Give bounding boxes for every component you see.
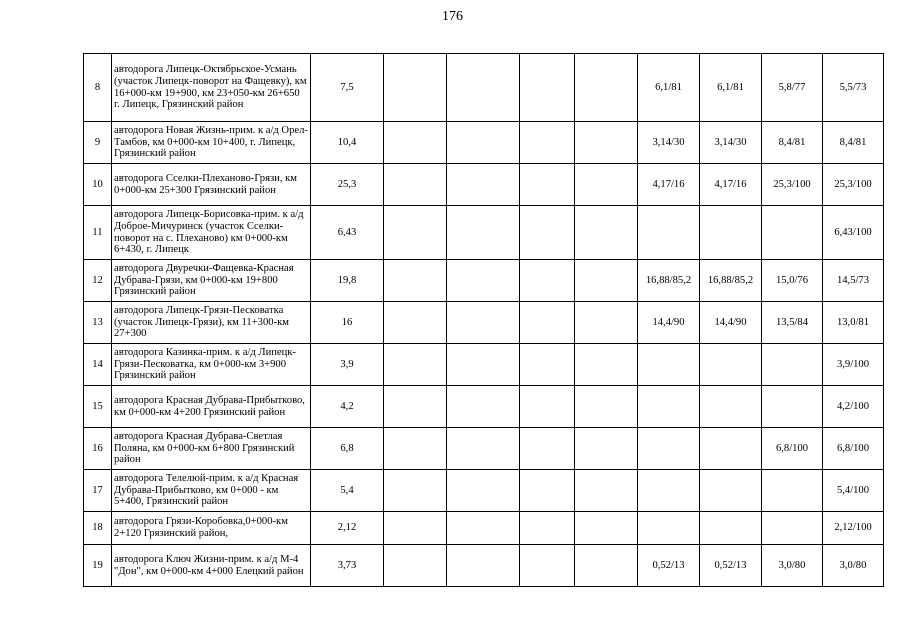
row-number-cell: 13 bbox=[84, 302, 112, 344]
value-cell bbox=[384, 386, 447, 428]
road-length-cell: 4,2 bbox=[311, 386, 384, 428]
value-cell bbox=[520, 344, 575, 386]
road-length-cell: 16 bbox=[311, 302, 384, 344]
row-number-cell: 15 bbox=[84, 386, 112, 428]
value-cell: 3,14/30 bbox=[700, 122, 762, 164]
road-length-cell: 2,12 bbox=[311, 512, 384, 545]
table-row bbox=[84, 206, 884, 260]
row-number-cell: 17 bbox=[84, 470, 112, 512]
value-cell bbox=[520, 302, 575, 344]
value-cell bbox=[447, 122, 520, 164]
value-cell: 0,52/13 bbox=[638, 545, 700, 587]
value-cell: 6,8/100 bbox=[762, 428, 823, 470]
value-cell: 15,0/76 bbox=[762, 260, 823, 302]
value-cell bbox=[384, 428, 447, 470]
value-cell bbox=[638, 512, 700, 545]
value-cell: 3,0/80 bbox=[762, 545, 823, 587]
value-cell: 6,8/100 bbox=[823, 428, 884, 470]
value-cell bbox=[575, 54, 638, 122]
table-row bbox=[84, 470, 884, 512]
value-cell bbox=[762, 512, 823, 545]
value-cell bbox=[575, 545, 638, 587]
table-row bbox=[84, 512, 884, 545]
value-cell bbox=[447, 428, 520, 470]
road-length-cell: 5,4 bbox=[311, 470, 384, 512]
value-cell bbox=[384, 512, 447, 545]
value-cell bbox=[447, 260, 520, 302]
value-cell bbox=[575, 344, 638, 386]
value-cell: 4,17/16 bbox=[638, 164, 700, 206]
road-name-cell: автодорога Сселки-Плеханово-Грязи, км 0+000-км 25+300 Грязинский район bbox=[112, 164, 311, 206]
table-row bbox=[84, 428, 884, 470]
value-cell: 16,88/85,2 bbox=[638, 260, 700, 302]
table-row bbox=[84, 164, 884, 206]
value-cell: 2,12/100 bbox=[823, 512, 884, 545]
row-number-cell: 8 bbox=[84, 54, 112, 122]
value-cell bbox=[762, 386, 823, 428]
road-name-cell: автодорога Казинка-прим. к а/д Липецк-Грязи-Песковатка, км 0+000-км 3+900 Грязинский район bbox=[112, 344, 311, 386]
value-cell bbox=[384, 344, 447, 386]
value-cell bbox=[575, 164, 638, 206]
road-name-cell: автодорога Двуречки-Фащевка-Красная Дубрава-Грязи, км 0+000-км 19+800 Грязинский район bbox=[112, 260, 311, 302]
value-cell bbox=[575, 122, 638, 164]
road-length-cell: 10,4 bbox=[311, 122, 384, 164]
value-cell: 14,5/73 bbox=[823, 260, 884, 302]
value-cell bbox=[700, 512, 762, 545]
row-number-cell: 14 bbox=[84, 344, 112, 386]
road-length-cell: 3,73 bbox=[311, 545, 384, 587]
value-cell: 13,5/84 bbox=[762, 302, 823, 344]
table-row bbox=[84, 545, 884, 587]
road-name-cell: автодорога Новая Жизнь-прим. к а/д Орел-Тамбов, км 0+000-км 10+400, г. Липецк, Грязинский район bbox=[112, 122, 311, 164]
value-cell: 16,88/85,2 bbox=[700, 260, 762, 302]
value-cell: 6,43/100 bbox=[823, 206, 884, 260]
value-cell bbox=[447, 512, 520, 545]
road-name-cell: автодорога Красная Дубрава-Светлая Поляна, км 0+000-км 6+800 Грязинский район bbox=[112, 428, 311, 470]
value-cell bbox=[700, 344, 762, 386]
roads-table bbox=[83, 53, 884, 587]
value-cell: 3,14/30 bbox=[638, 122, 700, 164]
road-name-cell: автодорога Липецк-Октябрьское-Усмань (участок Липецк-поворот на Фащевку), км 16+000-км 19+900, км 23+050-км 26+650 г. Липецк, Грязинский район bbox=[112, 54, 311, 122]
road-name-cell: автодорога Липецк-Борисовка-прим. к а/д Доброе-Мичуринск (участок Сселки-поворот на с. Плеханово) км 0+000-км 6+430, г. Липецк bbox=[112, 206, 311, 260]
value-cell bbox=[575, 260, 638, 302]
value-cell bbox=[447, 206, 520, 260]
row-number-cell: 9 bbox=[84, 122, 112, 164]
road-length-cell: 25,3 bbox=[311, 164, 384, 206]
value-cell bbox=[575, 386, 638, 428]
value-cell bbox=[520, 206, 575, 260]
value-cell: 8,4/81 bbox=[823, 122, 884, 164]
value-cell: 5,5/73 bbox=[823, 54, 884, 122]
value-cell: 14,4/90 bbox=[700, 302, 762, 344]
value-cell: 8,4/81 bbox=[762, 122, 823, 164]
value-cell bbox=[384, 206, 447, 260]
value-cell bbox=[384, 260, 447, 302]
value-cell bbox=[575, 428, 638, 470]
value-cell: 25,3/100 bbox=[823, 164, 884, 206]
value-cell bbox=[520, 470, 575, 512]
road-length-cell: 3,9 bbox=[311, 344, 384, 386]
table-row bbox=[84, 260, 884, 302]
value-cell: 3,9/100 bbox=[823, 344, 884, 386]
value-cell bbox=[447, 470, 520, 512]
table-body bbox=[84, 54, 884, 587]
value-cell bbox=[447, 545, 520, 587]
road-length-cell: 19,8 bbox=[311, 260, 384, 302]
value-cell bbox=[575, 512, 638, 545]
value-cell bbox=[762, 470, 823, 512]
value-cell bbox=[384, 54, 447, 122]
value-cell: 6,1/81 bbox=[638, 54, 700, 122]
road-name-cell: автодорога Липецк-Грязи-Песковатка (участок Липецк-Грязи), км 11+300-км 27+300 bbox=[112, 302, 311, 344]
value-cell bbox=[384, 122, 447, 164]
row-number-cell: 11 bbox=[84, 206, 112, 260]
road-length-cell: 7,5 bbox=[311, 54, 384, 122]
table-row bbox=[84, 122, 884, 164]
value-cell: 0,52/13 bbox=[700, 545, 762, 587]
value-cell bbox=[638, 428, 700, 470]
value-cell bbox=[384, 470, 447, 512]
value-cell bbox=[762, 344, 823, 386]
value-cell bbox=[575, 206, 638, 260]
value-cell bbox=[575, 470, 638, 512]
value-cell bbox=[384, 302, 447, 344]
value-cell bbox=[638, 344, 700, 386]
value-cell bbox=[520, 260, 575, 302]
value-cell: 14,4/90 bbox=[638, 302, 700, 344]
value-cell bbox=[700, 428, 762, 470]
value-cell bbox=[638, 206, 700, 260]
row-number-cell: 10 bbox=[84, 164, 112, 206]
page-number: 176 bbox=[442, 9, 463, 24]
road-name-cell: автодорога Ключ Жизни-прим. к а/д М-4 "Дон", км 0+000-км 4+000 Елецкий район bbox=[112, 545, 311, 587]
value-cell: 5,4/100 bbox=[823, 470, 884, 512]
value-cell bbox=[447, 164, 520, 206]
road-length-cell: 6,8 bbox=[311, 428, 384, 470]
value-cell bbox=[520, 512, 575, 545]
value-cell bbox=[447, 302, 520, 344]
road-name-cell: автодорога Грязи-Коробовка,0+000-км 2+120 Грязинский район, bbox=[112, 512, 311, 545]
road-name-cell: автодорога Красная Дубрава-Прибытково, км 0+000-км 4+200 Грязинский район bbox=[112, 386, 311, 428]
value-cell bbox=[520, 122, 575, 164]
table-row bbox=[84, 344, 884, 386]
table-row bbox=[84, 302, 884, 344]
value-cell bbox=[638, 386, 700, 428]
value-cell: 4,17/16 bbox=[700, 164, 762, 206]
value-cell bbox=[447, 54, 520, 122]
value-cell bbox=[384, 164, 447, 206]
value-cell bbox=[520, 428, 575, 470]
road-length-cell: 6,43 bbox=[311, 206, 384, 260]
value-cell bbox=[384, 545, 447, 587]
value-cell bbox=[447, 386, 520, 428]
row-number-cell: 18 bbox=[84, 512, 112, 545]
value-cell: 6,1/81 bbox=[700, 54, 762, 122]
value-cell: 4,2/100 bbox=[823, 386, 884, 428]
row-number-cell: 19 bbox=[84, 545, 112, 587]
value-cell: 5,8/77 bbox=[762, 54, 823, 122]
value-cell bbox=[638, 470, 700, 512]
value-cell bbox=[762, 206, 823, 260]
row-number-cell: 16 bbox=[84, 428, 112, 470]
table-row bbox=[84, 54, 884, 122]
value-cell bbox=[520, 164, 575, 206]
value-cell bbox=[575, 302, 638, 344]
value-cell bbox=[520, 545, 575, 587]
value-cell bbox=[700, 206, 762, 260]
value-cell bbox=[447, 344, 520, 386]
value-cell bbox=[700, 386, 762, 428]
value-cell: 3,0/80 bbox=[823, 545, 884, 587]
table-row bbox=[84, 386, 884, 428]
value-cell bbox=[520, 54, 575, 122]
value-cell: 25,3/100 bbox=[762, 164, 823, 206]
value-cell bbox=[700, 470, 762, 512]
value-cell: 13,0/81 bbox=[823, 302, 884, 344]
value-cell bbox=[520, 386, 575, 428]
row-number-cell: 12 bbox=[84, 260, 112, 302]
road-name-cell: автодорога Телелюй-прим. к а/д Красная Дубрава-Прибытково, км 0+000 - км 5+400, Грязинский район bbox=[112, 470, 311, 512]
